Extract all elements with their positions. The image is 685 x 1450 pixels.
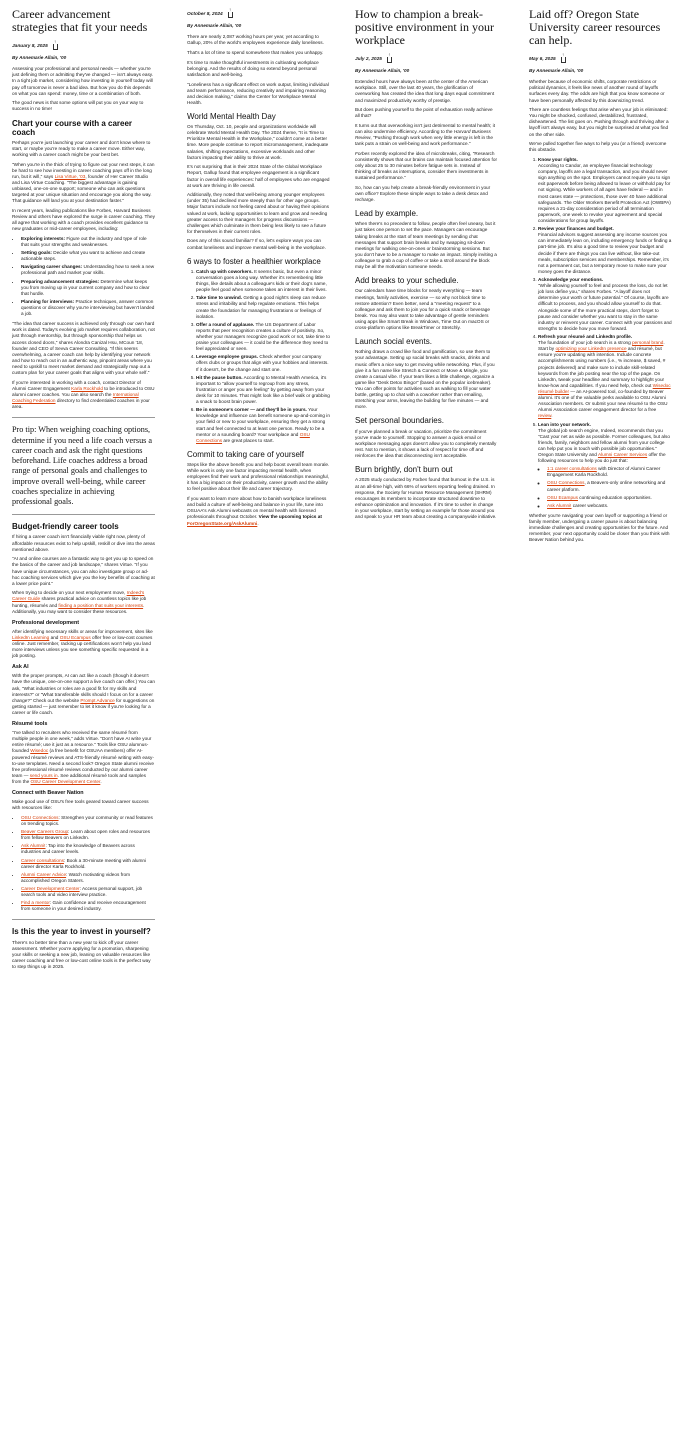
paragraph: If you're interested in working with a coach, contact Director of Alumni Career Engagement Karla Rockhold to be introduced to OSU alumni career coaches. You can also search the International Coaching Federation directory to find credentialed coaches in your area.: [12, 379, 155, 410]
career-center-link[interactable]: OSU Career Development Center: [30, 779, 101, 784]
osu-connections-link[interactable]: OSU Connections: [196, 431, 310, 443]
subheading: Connect with Beaver Nation: [12, 790, 84, 797]
article-laid-off: [529, 8, 672, 547]
ask-alumni-link[interactable]: ForOregonState.org/AskAlumni: [187, 520, 258, 526]
icf-link[interactable]: International Coaching Federation: [12, 391, 139, 404]
paragraph: Does any of this sound familiar? If so, let's explore ways you can combat loneliness and improve mental well-being in the workplace.: [187, 238, 326, 250]
list-item: ◦ OSU Connections, a Beavers-only online networking and career platform.: [547, 480, 672, 492]
paragraph: Perhaps you're just launching your career and don't know where to start, or maybe you're ready to make a career move. Either way, working with a career coach might be your best bet.: [12, 139, 151, 158]
linkedin-learning-link[interactable]: LinkedIn Learning: [12, 634, 50, 640]
section-heading: 6 ways to foster a healthier workplace: [187, 256, 321, 266]
share-icon[interactable]: [387, 57, 392, 63]
paragraph: It's time to make thoughtful investments in cultivating workplace belonging. And the results of doing so extend beyond personal satisfaction and well-being.: [187, 59, 319, 77]
karla-rockhold-link[interactable]: Karla Rockhold: [71, 385, 103, 391]
paragraph: There are countless feelings that arise when your job is eliminated: You might be shocked, confused, destabilized, frustrated, disheartened. The list goes on. Pushing through and thriving after a layoff isn't always easy, but you might be surprised at what you find on the other side.: [529, 107, 669, 137]
section-heading: Budget-friendly career tools: [12, 522, 119, 532]
article-break-positive: [355, 8, 498, 524]
byline: By Annemarie Allain, '00: [355, 68, 410, 74]
list-item: • Exploring interests: Figure out the industry and type of role that suits your strengths and weaknesses.: [21, 236, 155, 248]
paragraph: "AI and online courses are a fantastic way to get you up to speed on the basics of the career and job landscape," shares Virtue. "If you have unique circumstances, you can also investigate group or ad-hoc coaching services which give you the key benefits of coaching at a lower price point.": [12, 556, 155, 586]
divider: [12, 417, 155, 418]
list-item: • Planning for interviews: Practice techniques, answer common questions or discover why you're interviewing but haven't landed a job.: [21, 299, 155, 317]
alumni-career-services-link[interactable]: Alumni Career Services: [597, 452, 648, 458]
wisedoc-link[interactable]: Wisedoc résumé builder: [538, 382, 671, 394]
list-item: • Career consultations: Book a 30-minute meeting with alumni career director Karla Rockhold.: [21, 858, 155, 870]
list-item: • Find a mentor: Gain confidence and receive encouragement from someone in your desired industry.: [21, 900, 155, 912]
subheading: Professional development: [12, 619, 80, 626]
list-item: 3. Acknowledge your emotions. "While allowing yourself to feel and process the loss, do not let job loss define you," shares Forbes. "A layoff does not determine your worth or future potential." Of course, layoffs are difficult to process, and you should allow yourself to do that. Alongside some of the more practical steps, don't forget to pause and consider whether you want to stay in the same industry or reinvent your career. Connect with your passions and strengths to decide how you move forward.: [538, 277, 672, 332]
paragraph: If you've planned a break or vacation, prioritize the commitment you've made to yourself. Stopping to answer a quick email or workplace messaging apps doesn't allow you to completely mentally rest. Not to mention, it shows a lack of respect for time off and reinforces the idea that disconnecting isn't acceptable.: [355, 428, 497, 459]
article-date: May 6, 2025 ↑: [529, 57, 672, 63]
list-item: 3. Offer a round of applause. The US Department of Labor reports that peer recognition creates a culture of positivity. So, whether your managers recognize good work or not, take time to praise your colleagues — it could be the difference they need to feel appreciated or seen.: [196, 322, 330, 353]
paragraph: Whether because of economic shifts, corporate restrictions or political dynamics, it feels like news of another round of layoffs surfaces every day. The odds are high that you know someone or have been personally affected by this downsizing trend.: [529, 79, 665, 103]
send-resume-link[interactable]: send yours in: [29, 772, 58, 778]
list-item: • Career Development Center: Access personal support, job search tools and video interview practice.: [21, 886, 155, 898]
pull-quote: Pro tip: When weighing coaching options, determine if you need a life coach versus a career coach and ask the right questions beforehand. Life coaches address a broad range of personal goals and challenges to improve overall well-being, while career coaches specialize in achieving professional goals.: [12, 425, 153, 507]
list-item: • Beaver Careers Group: Learn about open roles and resources from fellow Beavers on LinkedIn.: [21, 829, 155, 841]
lisa-virtue-link[interactable]: Lisa Virtue, '03: [54, 173, 86, 179]
paragraph: Forbes recently explored the idea of microbreaks, citing, "Research consistently shows that our brains can maintain focused attention for only about 25 to 30 minutes before fatigue sets in. Instead of thinking of breaks as interruptions, consider them investments in sustained performance.": [355, 150, 498, 181]
personal-brand-link[interactable]: personal brand: [632, 340, 664, 346]
prompt-advance-link[interactable]: Prompt Advance: [80, 697, 115, 703]
list-item: • Alumni Career Advice: Watch motivating videos from accomplished Oregon Staters.: [21, 872, 155, 884]
wisedoc-link[interactable]: Wisedoc: [30, 748, 49, 754]
article-title: Career advancement strategies that fit your needs: [12, 7, 148, 34]
osu-ecampus-link[interactable]: OSU Ecampus: [59, 634, 91, 640]
article-title: Laid off? Oregon State University career resources can help.: [529, 7, 661, 47]
article-career-advancement: [12, 8, 155, 974]
paragraph: Our calendars have time blocks for nearly everything — team meetings, family activities, exercise — so why not block time to restore attention? Even better, send a "meeting request" to a colleague and ask them to join you for a quick snack or beverage break. You may also want to take advantage of gentle reminders using apps like Smart Break in Windows, Time Out on macOS or cross-platform options like BreakTimer or Stretchly.: [355, 288, 490, 331]
paragraph: It's not surprising that in their 2024 State of the Global Workplace Report, Gallup found that employee engagement is a significant factor in overall life experiences: half of employees who are engaged at work are thriving in life overall.: [187, 164, 330, 188]
sub-list: [538, 466, 672, 509]
list-item: 2. Take time to unwind. Getting a good night's sleep can reduce stress and irritability and help regulate emotions. This helps create the foundation for managing frustrations or feelings of isolation.: [196, 295, 330, 319]
paragraph: Steps like the above benefit you and help boost overall team morale. While work is only one factor impacting mental health, when employees find their work and professional relationships meaningful, it has a big impact on their productivity, career growth and the ability to feel positive about their life and career trajectory.: [187, 462, 330, 492]
indeed-guide-link[interactable]: Indeed's Career Guide: [12, 590, 145, 602]
article-title: How to champion a break-positive environment in your workplace: [355, 7, 494, 47]
review-link[interactable]: review: [538, 413, 552, 419]
paragraph: If hiring a career coach isn't financially viable right now, plenty of affordable resources exist to help upskill, reskill or dive into the areas mentioned above.: [12, 534, 155, 552]
section-heading: World Mental Health Day: [187, 111, 276, 121]
paragraph: A 2025 study conducted by Forbes found that burnout in the U.S. is at an all-time high, with 66% of workers reporting feeling drained. In response, the Society for Human Resource Management (SHRM) encourages its members to incorporate structured downtime to enhance optimization and innovation. If it's time to usher in change in your workplace, start by setting an example for those around you and speak to your HR team about creating a companywide initiative.: [355, 477, 497, 520]
subheading: Résumé tools: [12, 721, 48, 728]
list-item: ◦ Ask Alumni! career webcasts.: [547, 503, 672, 509]
paragraph: Assessing your professional and personal needs — whether you're just defining them or admitting they've changed — isn't always easy. In a tight job market, considering how investing in yourself today will pay off tomorrow is never a bad idea. But how you do this depends on what you can spend: money, time or a combination of both.: [12, 66, 154, 96]
paragraph: "Loneliness has a significant effect on work output, limiting individual and team performance, reducing creativity and impairing reasoning and decision making," claims the Center for Workplace Mental Health.: [187, 81, 329, 105]
paragraph: In recent years, leading publications like Forbes, Harvard Business Review and others have explored the surge in career coaching. They all agree that working with a coach provides excellent guidance to new graduates or mid-career employees, including:: [12, 207, 155, 232]
list-item: • Navigating career changes: Understanding how to seek a new professional path and market your skills.: [21, 264, 155, 276]
section-heading: Chart your course with a career coach: [12, 118, 133, 137]
paragraph: When trying to decide on your next employment move, Indeed's Career Guide shares practical advice on countless topics like job hunting, résumés and finding a position that suits your interests. Additionally, you may want to consider these resources.: [12, 590, 147, 614]
byline: By Annemarie Allain, '00: [12, 55, 67, 61]
list-item: 4. Leverage employee groups. Check whether your company offers clubs or groups that align with your hobbies and interests. If it doesn't, be the change and start one.: [196, 354, 330, 372]
article-date: July 2, 2025 ↑: [355, 57, 498, 63]
paragraph: That's a lot of time to spend somewhere that makes you unhappy.: [187, 50, 324, 56]
list-item: • OSU Connections: Strengthen your community or read features on trending topics.: [21, 815, 155, 827]
section-heading: Commit to taking care of yourself: [187, 449, 304, 459]
paragraph: Nothing draws a crowd like food and gamification, so use them to your advantage. Setting up social breaks with snacks, drinks and music offers a nice way to get moving while networking. Plus, if you give it a fun name like Stretch & Connect or Move & Mingle, you create a casual vibe. If your team likes a little challenge, organize a game like "Desk Detox Bingo!" (based on the popular icebreaker). You can offer points for activities such as walking to fill your water bottle, getting up to chat with a coworker rather than emailing, stretching your arms, leaving the building for five minutes — and more.: [355, 349, 495, 410]
position-link[interactable]: finding a position that suits your interests: [58, 602, 144, 608]
paragraph: "The idea that career success is achieved only through our own hard work is dated. Today's evolving job market requires collaboration, not just through mentorship, but through sponsorship that helps us access closed doors," shares Alondra Canizal Hsu, MCoun '18, founder and CEO of Sevva Career Consulting. "If this seems overwhelming, a career coach can help by identifying your network and how to reach out in an authentic way, pinpoint areas where you need to upskill to meet market demand and strategically map out a custom plan for your career goals that aligns with your whole self.": [12, 321, 155, 376]
list-item: ◦ OSU Ecampus continuing education opportunities.: [547, 495, 672, 501]
article-date: October 8, 2024 ↑: [187, 12, 330, 18]
paragraph: There are nearly 2,087 working hours per year, yet according to Gallup, 20% of the world's employees experience daily loneliness.: [187, 34, 324, 46]
list-item: • Setting goals: Decide what you want to achieve and create actionable steps.: [21, 250, 155, 262]
byline: By Annemarie Allain, '00: [187, 23, 242, 29]
section-heading: Add breaks to your schedule.: [355, 276, 459, 286]
divider: [12, 919, 155, 920]
paragraph: When there's no precedent to follow, people often feel uneasy, but it just takes one person to set the pace. Managers can encourage taking breaks at the start of team meetings by sending chat messages that support brain breaks and by swapping sit-down meetings for walking one-on-ones or brainstorming sessions. But you don't have to be a manager to make an impact. Simply inviting a colleague to grab a cup of coffee or take a stroll around the block may be all the motivation someone needs.: [355, 221, 497, 270]
benefits-list: [12, 236, 155, 317]
paragraph: "When you're in the thick of trying to figure out your next steps, it can be hard to see how investing in career coaching pays off in the long run, but it will," says Lisa Virtue, '03, founder of Her Career Studio and Lisa Virtue Coaching. "The biggest advantage is gaining unbiased, one-on-one support; someone who can ask questions targeted at your unique situation and encourage you along the way. That guidance will land you at your destination faster.": [12, 161, 155, 204]
paragraph: With the proper prompts, AI can act like a coach (though it doesn't have the unique, one-on-one support a live coach can offer.) You can ask, "What industries or roles are a good fit for my skills and interests?" or "What transferable skills should I focus on for a career change?" Check out the website Prompt Advance for suggestions on getting started — just remember to let it know if you're looking for a career or life coach.: [12, 673, 155, 715]
list-item: 1. Know your rights. According to Candor, an employee financial technology company, layoffs are a legal transaction, and you should never sign anything on the spot. Employers cannot require you to sign exit paperwork before being allowed to leave or withhold pay for not signing. While workers of all ages have federal — and in most cases state — protections, those over 40 have additional safeguards. The Older Workers Benefit Protection Act (OWBPA) requires a 21-day consideration period of all termination paperwork, one week to revoke your agreement and special considerations for group layoffs.: [538, 157, 672, 224]
section-heading: Lead by example.: [355, 209, 419, 219]
linkedin-link[interactable]: optimizing your LinkedIn presence: [555, 346, 627, 352]
section-heading: Burn brightly, don't burn out: [355, 465, 453, 475]
article-workplace-wellbeing: [187, 8, 330, 530]
paragraph: There's no better time than a new year to kick off your career assessment. Whether you're applying for a promotion, sharpening your skills or seeking a new job, leaning on valuable resources like career coaching and free or low-cost online tools is the perfect way to step things up in 2025.: [12, 939, 151, 969]
steps-list: [529, 157, 672, 509]
list-item: 5. Hit the pause button. According to Mental Health America, it's important to "allow yourself to regroup from any stress, frustration or anger you are feeling" by getting away from your desk for 10 minutes. That might look like a brief walk or grabbing a snack to boost brain power.: [196, 375, 330, 406]
section-heading: Launch social events.: [355, 337, 432, 347]
paragraph: Make good use of OSU's free tools geared toward career success with resources like:: [12, 799, 149, 811]
subheading: Ask AI: [12, 664, 29, 671]
list-item: 5. Lean into your network. The global job search engine, Indeed, recommends that you "Cast your net as wide as possible. Former colleagues, but also friends, family, neighbors and fellow alumni from your college can help put you in touch with possible job opportunities." Oregon State University and Alumni Career Services offer the following resources to help you do just that: ◦ 1:1 career consultations with Director of Alumni Career Engagement Karla Rockhold. ◦ OSU Connections, a Beavers-only online networking and career platform. ◦ OSU Ecampus continuing education opportunities. ◦ Ask Alumni! career webcasts.: [538, 422, 672, 509]
paragraph: So, how can you help create a break-friendly environment in your own office? Explore these simple ways to take a desk detox and recharge.: [355, 184, 491, 203]
paragraph: "I've talked to recruiters who received the same résumé from multiple people in one week," adds Virtue. "Don't have AI write your entire résumé; use it just as a resource." Tools like OSU alumnus-founded Wisedoc (a free benefit for OSUAA members) offer AI-powered résumé reviews and ATS-friendly résumé writing with easy-to-use templates. Need a second look? Oregon State alumni receive free professional résumé reviews conducted by our alumni career team — send yours in. See additional résumé tools and samples from the OSU Career Development Center.: [12, 730, 155, 784]
paragraph: Whether you're navigating your own layoff or supporting a friend or family member, undergoing a career pause is about balancing immediate challenges and creating opportunities for the future. And remember, your next opportunity could be closer than you think with Beaver Nation behind you.: [529, 512, 670, 543]
paragraph: We've pulled together five ways to help you (or a friend) overcome this obstacle.: [529, 141, 667, 153]
paragraph: Additionally, they noted that well-being among younger employees (under 35) had declined more steeply than for other age groups. Major factors include not feeling cared about or having their opinions valued at work, lacking opportunities to learn and grow and needing greater access to their managers for progress discussions — challenges which culminate in them being less likely to see a future for themselves in their current roles.: [187, 192, 330, 234]
list-item: 2. Review your finances and budget. Financial advisors suggest assessing any income sources you can immediately lean on, including emergency funds or finding a part-time job. It's also a good time to review your budget and decide if there are things you can live without, like take-out meals, subscription services and memberships. Remember, it's not a permanent cut, but a temporary move to make sure your money goes the distance.: [538, 226, 672, 275]
paragraph: But does pushing yourself to the point of exhaustion really achieve all that?: [355, 107, 493, 119]
list-item: 4. Refresh your résumé and LinkedIn profile. The foundation of your job search is a strong personal brand. Start by optimizing your LinkedIn presence and résumé, but ensure you're updating with intention. Include concrete accomplishments using numbers (i.e., % increase, $ saved, # projects delivered) and make sure to include skill-related keywords from the job posting near the top of the page. On LinkedIn, tweak your headline and summary to highlight your know-how and capabilities. If you need help, check out Wisedoc résumé builder — an AI-powered tool, co-founded by Beaver alumni. It's one of the valuable perks available to OSU Alumni Association members. Or submit your new résumé to the OSU Alumni Association career engagement director for a free review.: [538, 334, 672, 420]
byline: By Annemarie Allain, '00: [529, 68, 584, 74]
section-heading: Set personal boundaries.: [355, 416, 444, 426]
article-date: January 8, 2025 ↑: [12, 44, 155, 50]
paragraph: The good news is that some options will put you on your way to success in no time!: [12, 100, 144, 112]
paragraph: Extended hours have always been at the center of the American workplace. Still, over the last 40 years, the glorification of overworking has created the idea that long days equal commitment and maximized productivity worthy of prestige.: [355, 79, 495, 103]
paragraph: It turns out that overworking isn't just detrimental to mental health; it can also undermine efficiency. According to the Harvard Business Review, "Pushing through work when very little energy is left in the tank puts a strain on well-being and work performance.": [355, 122, 496, 147]
paragraph: If you want to learn more about how to banish workplace loneliness and build a culture of well-being and balance in your life, tune into OSUAA's Ask Alumni webcasts on mental health with licensed professionals throughout October. View the upcoming topics at ForOregonState.org/AskAlumni.: [187, 496, 327, 526]
paragraph: After identifying necessary skills or areas for improvement, sites like LinkedIn Learning and OSU Ecampus offer free or low-cost courses online. Just remember, racking up certifications won't help you land more interviews unless you see something specific requested in a job posting.: [12, 628, 153, 659]
share-icon[interactable]: [53, 44, 58, 50]
list-item: ◦ 1:1 career consultations with Director of Alumni Career Engagement Karla Rockhold.: [547, 466, 672, 478]
divider: [12, 514, 155, 515]
tips-list: [187, 269, 330, 444]
section-heading: Is this the year to invest in yourself?: [12, 927, 151, 937]
share-icon[interactable]: [561, 57, 566, 63]
resource-list: [12, 815, 155, 913]
list-item: • Preparing advancement strategies: Determine what keeps you from moving up in your current company and how to clear that hurdle.: [21, 279, 155, 297]
list-item: 1. Catch up with coworkers. It seems basic, but even a minor conversation goes a long way. Whether it's remembering little things, like details about a colleague's kids or their dog's name, people feel good when someone takes an interest in their lives.: [196, 269, 330, 293]
list-item: • Ask Alumni!: Tap into the knowledge of Beavers across industries and career levels.: [21, 843, 155, 855]
share-icon[interactable]: [228, 12, 233, 18]
paragraph: On Thursday, Oct. 10, people and organizations worldwide will celebrate World Mental Health Day. The 2024 theme, "It is Time to Prioritize Mental Health in the Workplace," couldn't come at a better time. More people continue to report micromanagement, inadequate salaries, shifting expectations, excessive workloads and other factors impacting their ability to thrive at work.: [187, 124, 329, 160]
list-item: 6. Be in someone's corner — and they'll be in yours. Your knowledge and influence can benefit someone up-and-coming in your field or new to your workplace, ensuring they get a strong start and feel connected to at least one person. Ready to be a mentor or a sounding board? Your workplace and OSU Connections are great places to start.: [196, 407, 330, 444]
